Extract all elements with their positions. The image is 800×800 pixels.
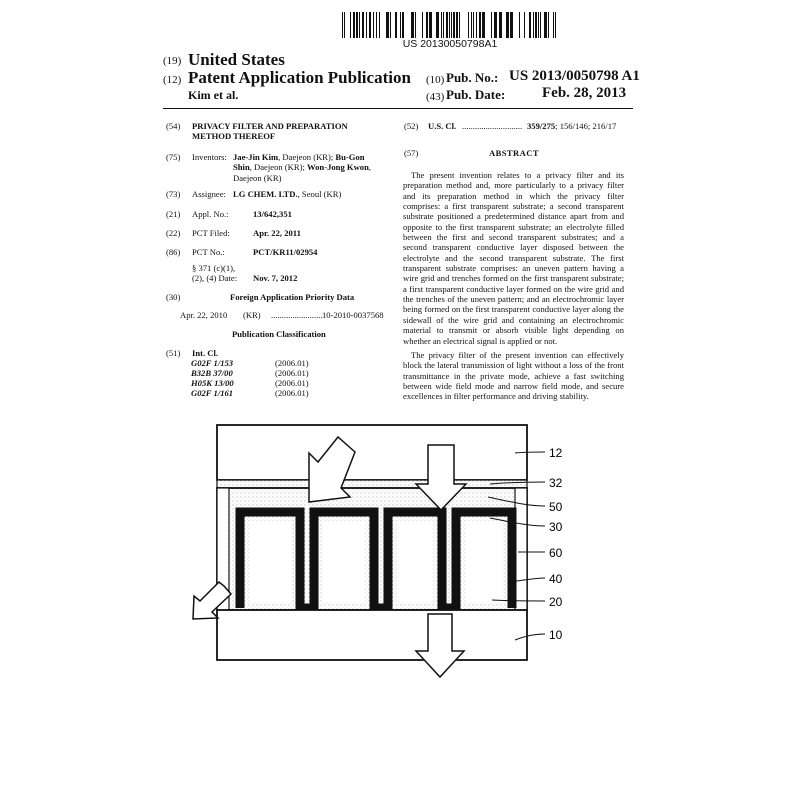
class-row: G02F 1/153 (2006.01) <box>191 358 309 368</box>
appl-no: 13/642,351 <box>253 209 292 219</box>
label-10: 10 <box>549 628 563 642</box>
assignee: LG CHEM. LTD., Seoul (KR) <box>233 189 342 199</box>
title: PRIVACY FILTER AND PREPARATION METHOD THEREOF <box>192 121 348 142</box>
doc-type-num: (12) <box>163 74 182 86</box>
top-substrate <box>217 425 527 480</box>
spacer-right <box>515 488 527 610</box>
country-code-num: (19) <box>163 55 182 67</box>
priority-heading: Foreign Application Priority Data <box>230 292 355 302</box>
label-32: 32 <box>549 476 563 490</box>
label-40: 40 <box>549 572 563 586</box>
intcl-label: Int. Cl. <box>192 348 219 358</box>
abstract-paragraph: The privacy filter of the present invention can effectively block the lateral transmission of light without a loss of the front transmittance in the private mode, achieve a fast switching between wide field mode and narrow field mode, and secure excellences in filter performance and driving stability. <box>403 349 624 402</box>
pub-no-num: (10) <box>426 74 445 86</box>
label-60: 60 <box>549 546 563 560</box>
barcode-number: US 20130050798A1 <box>402 38 498 50</box>
label-30: 30 <box>549 520 563 534</box>
country: United States <box>188 50 285 69</box>
label-12: 12 <box>549 446 563 460</box>
uscl-dots: ............................ <box>462 121 523 131</box>
abstract-heading: ABSTRACT <box>489 148 539 158</box>
pct-filed-num: (22) <box>166 228 181 238</box>
priority-date: Apr. 22, 2010 <box>180 310 228 320</box>
inventors: Jae-Jin Kim, Daejeon (KR); Bu-Gon Shin, Daejeon (KR); Won-Jong Kwon, Daejeon (KR) <box>233 152 372 183</box>
uscl-label: U.S. Cl. <box>428 121 457 131</box>
pub-date-label: Pub. Date: <box>446 87 506 102</box>
intcl-num: (51) <box>166 348 181 358</box>
priority-no: 10-2010-0037568 <box>322 310 384 320</box>
bottom-substrate <box>217 610 527 660</box>
pct-filed: Apr. 22, 2011 <box>253 228 301 238</box>
conductive-layer-32 <box>217 480 527 488</box>
pct-no-num: (86) <box>166 247 181 257</box>
s371-label: § 371 (c)(1), (2), (4) Date: <box>192 263 238 284</box>
appl-label: Appl. No.: <box>192 209 229 219</box>
abstract-paragraph: The present invention relates to a privacy filter and its preparation method and, more particularly to a privacy filter and its preparation method in which the privacy filter comprises: a first transparent substrate; a second transparent substrate positioned a predetermined distance apart from and opposite to the first transparent substrate; an electrolyte filled between the first and second transparent substrates; and a second transparent conductive layer disposed between the electrolyte and the second transparent substrate. The first transparent substrate comprises: an uneven pattern having a wire grid and trenches formed on the first transparent substrate; a first transparent conductive layer formed on the wire grid and the trenches of the uneven pattern; and an electrochromic layer being formed on the first transparent conductive layer along the sidewall of the wire grid and containing an electrochromic material to transmit or absorb visible light depending on whether an electrical signal is applied or not. <box>403 170 624 346</box>
pct-filed-label: PCT Filed: <box>192 228 230 238</box>
appl-num: (21) <box>166 209 181 219</box>
inventors-num: (75) <box>166 152 181 162</box>
pub-no: US 2013/0050798 A1 <box>509 68 640 84</box>
uscl-num: (52) <box>404 121 419 131</box>
priority-num: (30) <box>166 292 181 302</box>
pub-class-heading: Publication Classification <box>232 329 326 339</box>
assignee-label: Assignee: <box>192 189 226 199</box>
inventors-label: Inventors: <box>192 152 227 162</box>
title-num: (54) <box>166 121 181 131</box>
pub-date-num: (43) <box>426 91 445 103</box>
doc-type: Patent Application Publication <box>188 68 411 87</box>
pct-no-label: PCT No.: <box>192 247 225 257</box>
label-50: 50 <box>549 500 563 514</box>
class-row: H05K 13/00 (2006.01) <box>191 378 309 388</box>
class-row: B32B 37/00 (2006.01) <box>191 368 309 378</box>
pct-no: PCT/KR11/02954 <box>253 247 318 257</box>
label-20: 20 <box>549 595 563 609</box>
pub-date: Feb. 28, 2013 <box>542 85 627 101</box>
class-row: G02F 1/161 (2006.01) <box>191 388 309 398</box>
s371-date: Nov. 7, 2012 <box>253 273 298 283</box>
assignee-num: (73) <box>166 189 181 199</box>
priority-dots: ........................ <box>271 310 323 320</box>
abstract-num: (57) <box>404 148 419 158</box>
leader-12 <box>515 452 545 453</box>
uscl-value: 359/275; 156/146; 216/17 <box>527 121 617 131</box>
priority-country: (KR) <box>243 310 261 320</box>
inventor-short: Kim et al. <box>188 88 239 102</box>
pub-no-label: Pub. No.: <box>446 70 499 85</box>
